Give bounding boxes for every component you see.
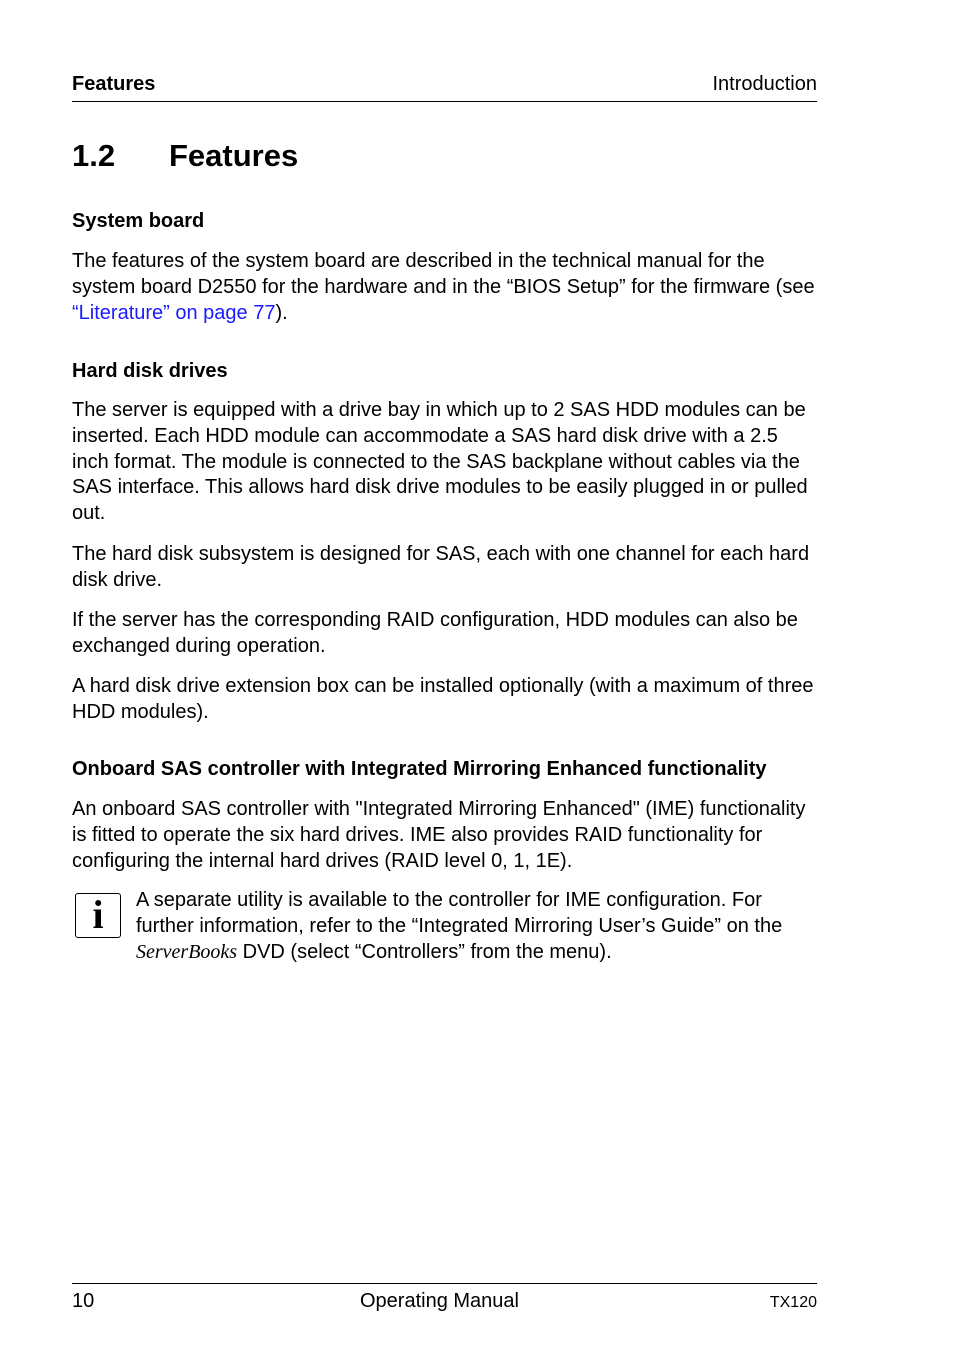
info-note [136, 888, 817, 965]
system-board-text-end: ). [275, 301, 288, 324]
serverbooks-title: ServerBooks [136, 940, 238, 963]
note-text-end: DVD (select “Controllers” from the menu). [237, 940, 612, 963]
system-board-text: The features of the system board are described in the technical manual for the system board D2550 for the hardware and in the “BIOS Setup” for the firmware (see [72, 250, 815, 298]
hard-disk-paragraph-3: If the server has the corresponding RAID configuration, HDD modules can also be exchanged during operation. [72, 609, 798, 657]
system-board-paragraph [72, 249, 817, 326]
literature-link[interactable]: “Literature” on page 77 [72, 301, 276, 324]
sas-controller-heading: Onboard SAS controller with Integrated Mirroring Enhanced functionality [72, 758, 767, 780]
hard-disk-paragraph-1: The server is equipped with a drive bay in which up to 2 SAS HDD modules can be inserted. Each HDD module can accommodate a SAS hard disk drive with a 2.5 inch format. The module is connected to the SAS backplane without cables via the SAS interface. This allows hard disk drive modules to be easily plugged in or pulled out. [72, 399, 808, 525]
section-number: 1.2 [72, 138, 116, 173]
hard-disk-paragraph-4: A hard disk drive extension box can be installed optionally (with a maximum of three HDD modules). [72, 675, 814, 723]
note-text: A separate utility is available to the controller for IME configuration. For further information, refer to the “Integrated Mirroring User’s Guide” on the [136, 889, 783, 937]
hard-disk-paragraph-2: The hard disk subsystem is designed for SAS, each with one channel for each hard disk drive. [72, 543, 810, 591]
footer-rule [72, 1283, 817, 1284]
running-header-chapter: Introduction [712, 73, 817, 95]
running-header-section: Features [72, 73, 156, 95]
hard-disk-heading: Hard disk drives [72, 360, 228, 382]
footer-title: Operating Manual [360, 1290, 519, 1312]
section-title: Features [169, 138, 299, 173]
page-number: 10 [72, 1290, 95, 1312]
footer-model: TX120 [769, 1294, 817, 1311]
system-board-heading: System board [72, 210, 205, 232]
info-icon: i [75, 893, 121, 938]
section-heading [72, 138, 298, 174]
header-rule [72, 101, 817, 102]
sas-controller-paragraph: An onboard SAS controller with "Integrated Mirroring Enhanced" (IME) functionality is fitted to operate the six hard drives. IME also provides RAID functionality for configuring the internal hard drives (RAID level 0, 1, 1E). [72, 798, 806, 872]
